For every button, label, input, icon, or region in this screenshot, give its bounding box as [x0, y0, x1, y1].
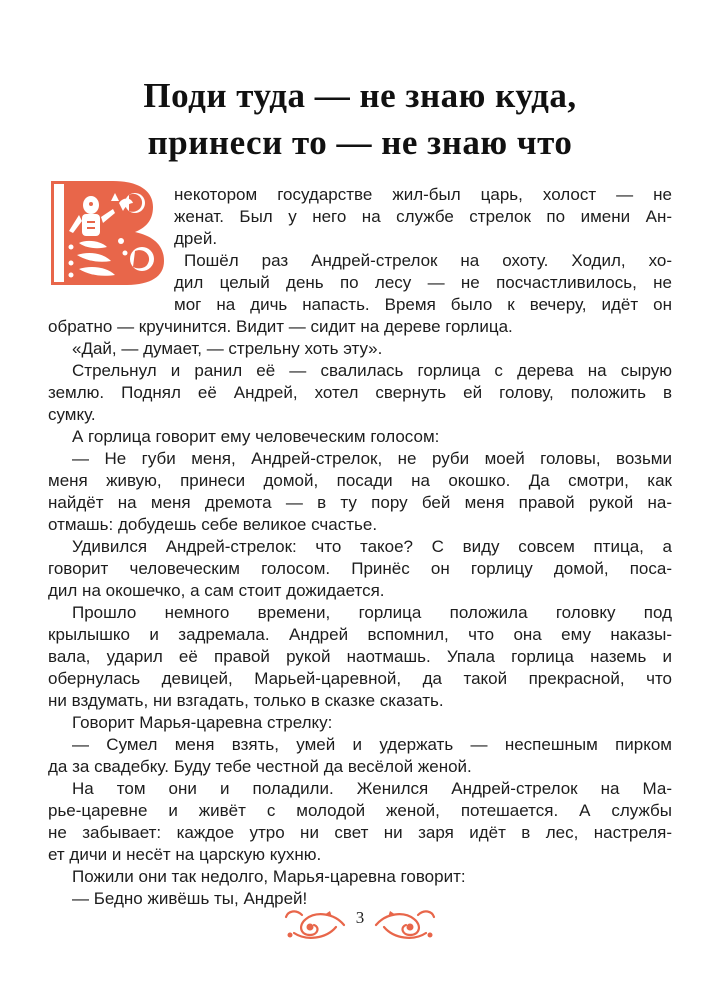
- paragraph-2: [48, 250, 672, 338]
- paragraph-7: [48, 536, 672, 602]
- text-line: Стрельнул и ранил её — свалилась горлица с дерева на сырую: [72, 361, 672, 380]
- text-line: дрей.: [174, 229, 218, 248]
- text-line: говорит человеческим голосом. Принёс он горлицу домой, поса-: [48, 559, 672, 578]
- text-line: вала, ударил её правой рукой наотмашь. Упала горлица наземь и: [48, 647, 672, 666]
- text-line: землю. Поднял её Андрей, хотел свернуть ей голову, положить в: [48, 383, 672, 402]
- paragraph-9: [48, 712, 672, 734]
- text-line: отмашь: добудешь себе великое счастье.: [48, 515, 378, 534]
- text-line: обратно — кручинится. Видит — сидит на дереве горлица.: [48, 317, 513, 336]
- text-line: — Бедно живёшь ты, Андрей!: [72, 889, 308, 908]
- text-line: рье-царевне и живёт с молодой женой, потешается. А службы: [48, 801, 672, 820]
- story-title: [0, 72, 720, 166]
- text-line: женат. Был у него на службе стрелок по имени Ан-: [174, 207, 672, 226]
- text-line: мог на дичь напасть. Время было к вечеру, идёт он: [174, 295, 672, 314]
- text-line: Говорит Марья-царевна стрелку:: [72, 713, 333, 732]
- text-line: крылышко и задремала. Андрей вспомнил, что она ему наказы-: [48, 625, 672, 644]
- text-line: На том они и поладили. Женился Андрей-стрелок на Ма-: [72, 779, 672, 798]
- text-line: дил целый день по лесу — не посчастливилось, не: [174, 273, 672, 292]
- story-text: [48, 184, 672, 910]
- paragraph-4: [48, 360, 672, 426]
- text-line: Удивился Андрей-стрелок: что такое? С виду совсем птица, а: [72, 537, 672, 556]
- paragraph-3: [48, 338, 672, 360]
- paragraph-12: [48, 866, 672, 888]
- text-line: «Дай, — думает, — стрельну хоть эту».: [72, 339, 383, 358]
- text-line: Пожили они так недолго, Марья-царевна говорит:: [72, 867, 466, 886]
- text-line: найдёт на меня дремота — в ту пору бей меня правой рукой на-: [48, 493, 672, 512]
- text-line: — Сумел меня взять, умей и удержать — неспешным пирком: [72, 735, 672, 754]
- paragraph-5: [48, 426, 672, 448]
- title-line-2: принеси то — не знаю что: [147, 123, 573, 162]
- text-line: Прошло немного времени, горлица положила головку под: [72, 603, 672, 622]
- text-line: Пошёл раз Андрей-стрелок на охоту. Ходил, хо-: [184, 251, 672, 270]
- text-line: да за свадебку. Буду тебе честной да весёлой женой.: [48, 757, 472, 776]
- text-line: не забывает: каждое утро ни свет ни заря идёт в лес, настреля-: [48, 823, 672, 842]
- text-line: обернулась девицей, Марьей-царевной, да такой прекрасной, что: [48, 669, 672, 688]
- paragraph-11: [48, 778, 672, 866]
- text-line: ет дичи и несёт на царскую кухню.: [48, 845, 322, 864]
- text-line: дил на окошечко, а сам стоит дожидается.: [48, 581, 385, 600]
- text-line: А горлица говорит ему человеческим голосом:: [72, 427, 440, 446]
- title-line-1: Поди туда — не знаю куда,: [143, 76, 577, 115]
- paragraph-6: [48, 448, 672, 536]
- text-line: сумку.: [48, 405, 96, 424]
- paragraph-8: [48, 602, 672, 712]
- text-line: некотором государстве жил-был царь, холост — не: [174, 185, 672, 204]
- paragraph-1: [48, 184, 672, 250]
- paragraph-10: [48, 734, 672, 778]
- text-line: меня живую, принеси домой, посади на окошко. Да смотри, как: [48, 471, 672, 490]
- text-line: — Не губи меня, Андрей-стрелок, не руби моей головы, возьми: [72, 449, 672, 468]
- text-line: ни вздумать, ни взгадать, только в сказке сказать.: [48, 691, 444, 710]
- page-number: 3: [355, 908, 365, 927]
